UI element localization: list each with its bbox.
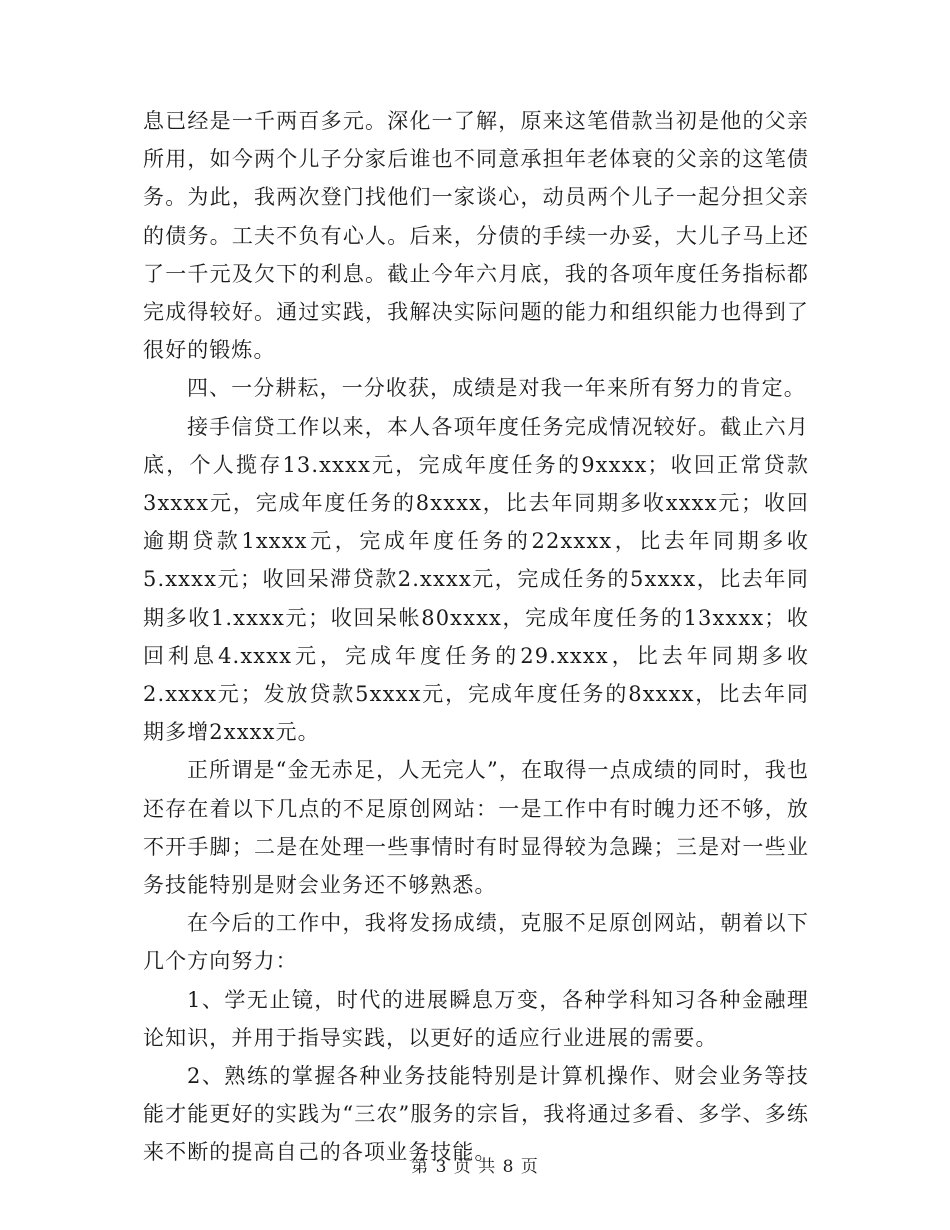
document-body — [143, 102, 809, 1172]
paragraph-item-1: 1、学无止镜，时代的进展瞬息万变，各种学科知习各种金融理论知识，并用于指导实践，以更好的适应行业进展的需要。 — [143, 987, 809, 1050]
paragraph-shortcomings: 正所谓是“金无赤足，人无完人”，在取得一点成绩的同时，我也还存在着以下几点的不足原创网站：一是工作中有时魄力还不够，放不开手脚；二是在处理一些事情时有时显得较为急躁；三是对一些业务技能特别是财会业务还不够熟悉。 — [143, 758, 809, 898]
paragraph-item-2: 2、熟练的掌握各种业务技能特别是计算机操作、财会业务等技能才能更好的实践为“三农”服务的宗旨，我将通过多看、多学、多练来不断的提高自己的各项业务技能。 — [143, 1064, 809, 1165]
paragraph-achievements: 接手信贷工作以来，本人各项年度任务完成情况较好。截止六月底，个人揽存13.xxxx元，完成年度任务的9xxxx；收回正常贷款3xxxx元，完成年度任务的8xxxx，比去年同期多收xxxx元；收回逾期贷款1xxxx元，完成年度任务的22xxxx，比去年同期多收5.xxxx元；收回呆滞贷款2.xxxx元，完成任务的5xxxx，比去年同期多收1.xxxx元；收回呆帐80xxxx，完成年度任务的13xxxx；收回利息4.xxxx元，完成年度任务的29.xxxx，比去年同期多收2.xxxx元；发放贷款5xxxx元，完成年度任务的8xxxx，比去年同期多增2xxxx元。 — [143, 414, 809, 745]
paragraph-continuation: 息已经是一千两百多元。深化一了解，原来这笔借款当初是他的父亲所用，如今两个儿子分家后谁也不同意承担年老体衰的父亲的这笔债务。为此，我两次登门找他们一家谈心，动员两个儿子一起分担父亲的债务。工夫不负有心人。后来，分债的手续一办妥，大儿子马上还了一千元及欠下的利息。截止今年六月底，我的各项年度任务指标都完成得较好。通过实践，我解决实际问题的能力和组织能力也得到了很好的锻炼。 — [143, 109, 809, 363]
paragraph-future-directions: 在今后的工作中，我将发扬成绩，克服不足原创网站，朝着以下几个方向努力： — [143, 911, 809, 974]
paragraph-section-heading: 四、一分耕耘，一分收获，成绩是对我一年来所有努力的肯定。 — [187, 376, 806, 401]
page-number-footer: 第 3 页 共 8 页 — [411, 1157, 539, 1177]
